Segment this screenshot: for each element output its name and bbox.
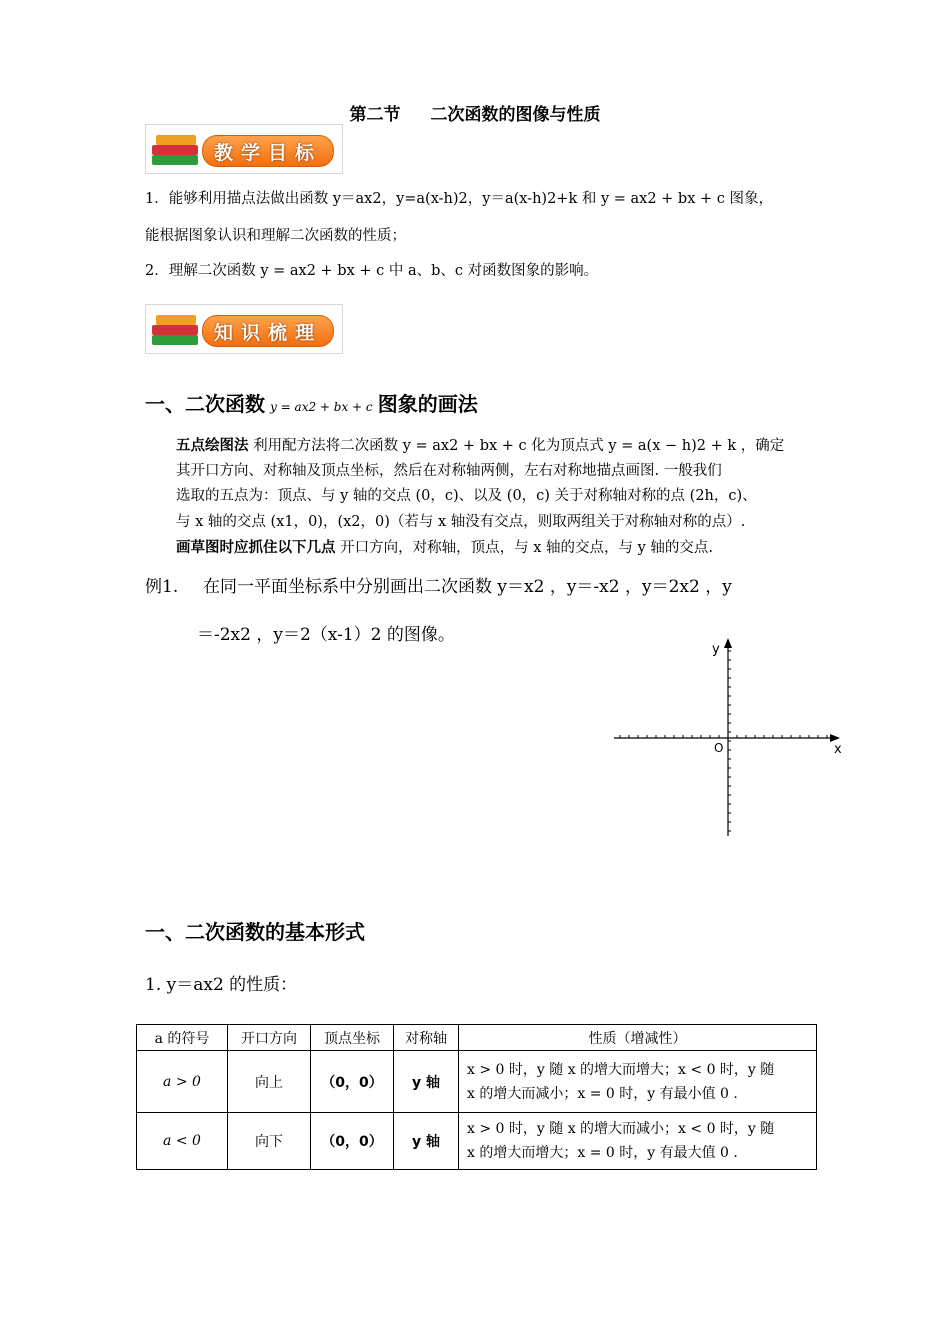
properties-table xyxy=(136,1024,817,1170)
goals-banner-label: 教学目标 xyxy=(213,142,322,164)
header-axis: 对称轴 xyxy=(394,1025,459,1051)
goals-banner xyxy=(145,124,343,174)
section1-heading xyxy=(145,388,478,417)
section2-heading: 一、二次函数的基本形式 xyxy=(145,920,365,944)
header-vertex: 顶点坐标 xyxy=(311,1025,394,1051)
five-point-line-1 xyxy=(176,434,784,455)
sketch-text: 开口方向，对称轴，顶点，与 x 轴的交点，与 y 轴的交点. xyxy=(340,540,714,556)
table-row xyxy=(137,1051,817,1113)
origin-label: O xyxy=(714,741,724,755)
five-point-line-2: 其开口方向、对称轴及顶点坐标，然后在对称轴两侧，左右对称地描点画图. 一般我们 xyxy=(176,463,722,479)
five-point-label: 五点绘图法 xyxy=(176,438,249,454)
table-header-row xyxy=(137,1025,817,1051)
goal-line-1: 1．能够利用描点法做出函数 y＝ax2，y=a(x-h)2，y＝a(x-h)2+k 和 y = ax2 + bx + c 图象， xyxy=(145,191,773,207)
property-line: x 的增大而减小；x = 0 时，y 有最小值 0 . xyxy=(467,1085,738,1102)
cell-property xyxy=(459,1113,817,1170)
book-icon xyxy=(152,325,198,335)
five-point-line-3: 选取的五点为：顶点、与 y 轴的交点 (0，c)、以及 (0，c) 关于对称轴对称的点 (2h，c)、 xyxy=(176,488,757,504)
x-arrow-icon xyxy=(830,734,840,742)
section1-heading-post: 图象的画法 xyxy=(377,392,478,416)
cell-vertex: （0，0） xyxy=(311,1113,394,1170)
table-row xyxy=(137,1113,817,1170)
property-line: x 的增大而增大；x = 0 时，y 有最大值 0 . xyxy=(467,1145,738,1161)
section-number: 第二节 xyxy=(349,105,401,125)
cell-axis: y 轴 xyxy=(394,1051,459,1113)
sketch-line xyxy=(176,536,713,557)
header-sign: a 的符号 xyxy=(137,1025,228,1051)
example-line-2: ＝-2x2 ，y＝2（x-1）2 的图像。 xyxy=(197,625,455,645)
book-icon xyxy=(152,155,198,165)
cell-vertex: （0，0） xyxy=(311,1051,394,1113)
goal-line-3: 2．理解二次函数 y = ax2 + bx + c 中 a、b、c 对函数图象的影响。 xyxy=(145,263,599,279)
book-icon xyxy=(152,145,198,155)
goal-line-2: 能根据图象认识和理解二次函数的性质； xyxy=(145,228,406,244)
section-title: 二次函数的图像与性质 xyxy=(430,105,601,125)
cell-sign: a < 0 xyxy=(137,1113,228,1170)
page-title xyxy=(0,100,950,125)
coordinate-axes xyxy=(608,636,848,842)
y-axis-label: y xyxy=(712,642,720,657)
example-label: 例1. xyxy=(145,577,179,597)
five-point-line-4: 与 x 轴的交点 (x1，0)，(x2，0)（若与 x 轴没有交点，则取两组关于对称轴对称的点）. xyxy=(176,514,746,530)
cell-property xyxy=(459,1051,817,1113)
cell-sign: a > 0 xyxy=(137,1051,228,1113)
axis-ticks xyxy=(620,651,827,831)
book-icon xyxy=(156,135,196,145)
sketch-label: 画草图时应抓住以下几点 xyxy=(176,540,336,556)
x-axis-label: x xyxy=(834,742,842,757)
example-line-1: 在同一平面坐标系中分别画出二次函数 y＝x2 ，y＝-x2 ，y＝2x2 ，y xyxy=(203,577,732,597)
section2-sub: 1. y＝ax2 的性质： xyxy=(145,975,298,995)
header-property: 性质（增减性） xyxy=(459,1025,817,1051)
cell-direction: 向下 xyxy=(228,1113,311,1170)
book-icon xyxy=(156,315,196,325)
cell-axis: y 轴 xyxy=(394,1113,459,1170)
header-direction: 开口方向 xyxy=(228,1025,311,1051)
knowledge-banner xyxy=(145,304,343,354)
section1-heading-pre: 一、二次函数 xyxy=(145,392,265,416)
knowledge-banner-label: 知识梳理 xyxy=(213,322,322,344)
property-line: x > 0 时，y 随 x 的增大而增大；x < 0 时，y 随 xyxy=(467,1061,775,1078)
y-arrow-icon xyxy=(724,638,732,648)
section1-heading-formula: y = ax2 + bx + c xyxy=(270,400,373,414)
five-point-text-1: 利用配方法将二次函数 y = ax2 + bx + c 化为顶点式 y = a(x − h)2 + k ，确定 xyxy=(253,438,785,454)
book-icon xyxy=(152,335,198,345)
property-line: x > 0 时，y 随 x 的增大而减小；x < 0 时，y 随 xyxy=(467,1121,775,1137)
cell-direction: 向上 xyxy=(228,1051,311,1113)
